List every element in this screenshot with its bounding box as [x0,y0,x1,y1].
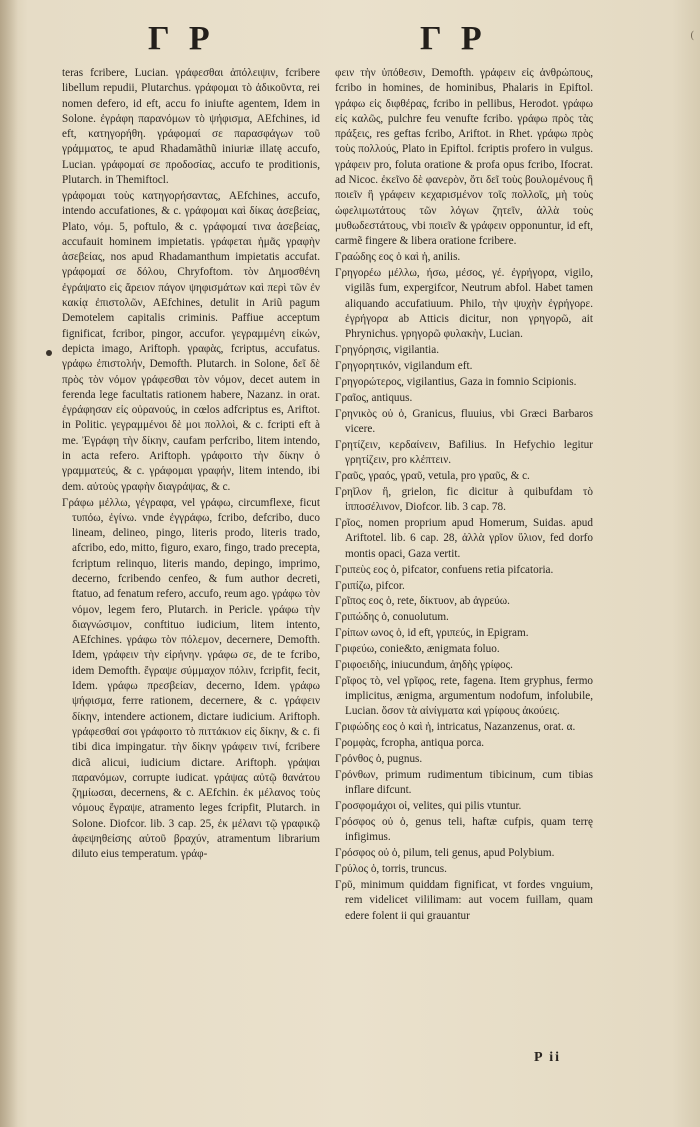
dictionary-entry: φειν τὴν ὑπόθεσιν, Demofth. γράφειν εἰς ἀνθρώπους, fcribo in homines, de hominibus, Phalaris in Epiftol. γράφω εἰς διφθέρας, fcribo in pellibus, Herodot. γράφω εἰς καλῶς, pulchre feu venufte fcribo. γράφω πρὸς τὰς πράξεις, res geftas fcribo, Ariftot. in Rhet. γράφω πρὸς τοὺς πολλούς, Plato in Epiftol. fcriptis profero in vulgus. γράφειν pro, foluta oratione & profa opus fcribo, Ifocrat. ad Nicoc. ἐκεῖνο δὲ φανερὸν, ὅτι δεῖ τοὺς βουλομένους ἢ ποιεῖν ἢ γράφειν κεχαρισμένον τοῖς πολλοῖς, μὴ τοὺς ὠφελιμωτάτους τῶν λόγων ζητεῖν, ἀλλὰ τοὺς μυθωδεστάτους, vbi ποιεῖν & γράφειν opponuntur, id eft, carmẽ fingere & libera oratione fcribere. [335,67,593,248]
dictionary-entry: teras fcribere, Lucian. γράφεσθαι ἀπόλειψιν, fcribere libellum repudii, Plutarchus. γράφομαι τὸ ἀδικοῦντα, rei nomen defero, id eft, accu fo iniufte agentem, Idem in Solone. ἐγράφη παρανόμων τὸ ψήφισμα, AEfchines, id eft, κατηγορήθη. γράφομαί σε παρασφάγων τοῦ γράμματος, te apud Rhadamãthũ iniuriæ illatę accufo, Lucian. γράφομαί σε προδοσίας, accufo te proditionis, Plutarch. in Themiftocl. [62,67,320,187]
dictionary-entry: Γρόσφος οὐ ὁ, genus teli, haftæ cufpis, quam terrę infigimus. [335,816,593,844]
dictionary-entry: Γρηγορώτερος, vigilantius, Gaza in fomnio Scipionis. [335,375,577,388]
dictionary-entry: Γρηγορητικόν, vigilandum eft. [335,360,473,373]
dictionary-entry: Γρηῖλον ἢ, grielon, fic dicitur à quibufdam τὸ ἱπποσέλινον, Diofcor. lib. 3 cap. 78. [335,485,593,514]
edge-mark: ( [690,30,694,41]
dictionary-entry: Γρηγόρησις, vigilantia. [335,344,439,357]
margin-bullet-icon [46,350,52,356]
dictionary-entry: Γριφεύω, conie&to, ænigmata foluo. [335,643,500,656]
left-column [62,66,320,863]
gutter-shadow [0,0,18,1127]
dictionary-entry: Γριπίζω, pifcor. [335,579,405,592]
running-head-right: Γ Ρ [420,20,488,57]
dictionary-entry: γράφομαι τοὺς κατηγορήσαντας, AEfchines, accufo, intendo accufationes, & c. γράφομαι καὶ δίκας ἀσεβείας, Plato, νόμ. 5, poftulo, & c. γράφομαί τινα ἀσεβείας, accufauit hominem impietatis. γράφεται ἡμᾶς γραφὴν ἀσεβείας, nos apud Rhadamanthum impietatis accufat. γράφομαί σε δόλου, Chryfoftom. τὸν Δημοσθένη ἐγράψατο εἰς ἄρειον πάγον ψηφισμάτων καὶ περὶ τῶν ἐν κακίᾳ ἐπιστολῶν, AEfchines, detulit in Ariũ pagum Demotelem capitalis criminis. Paffiue acceptum fignificat, fcribor, pingor, accufor. γεγραμμένη εἰκών, depicta imago, Ariftoph. γραφὰς, fcriptus, accufatus. γράφω ἐπιστολήν, Demofth. Plutarch. in Solone, δεῖ δὲ πρὸς τὸν νόμον γράφεσθαι τὸν νόμον, decet autem in ferenda lege facultatis rationem habere, Nazanz. in orat. ἐγράφησαν εἰς οὐρανούς, in cœlos adfcriptus es, Ariftot. in Politic. γεγραμμένοι δὲ μοι πολλοὶ, & c. fcripti eft à me. Ἐγράφη τὴν δίκην, caufam perfcribo, litem intendo, in acta refero. Ariftoph. γράφοιτο τὴν δίκην ὁ γραμματεύς, & c. γράφομαι γραφήν, litem intendo, ibi dem. αὐτοὺς γραφὴν διαγράψας, & c. [62,189,320,493]
dictionary-entry: Γρῦ, minimum quiddam fignificat, vt fordes vnguium, rem videlicet vililimam: aut vocem fuillam, quam edere folent ii qui grauantur [335,879,593,922]
dictionary-entry: Γράφω μέλλω, γέγραφα, vel γράφω, circumflexe, ficut τυπόω, ἐγίνω. vnde ἐγγράφω, fcribo, defcribo, duco lineam, delineo, pingo, literis prodo, literis trado, afcribo, edo, mitto, figuro, exaro, fingo, trado precepta, fcriptum relinquo, literis mando, depingo, imprimo, decerno, fcribendo cenfeo, & fum author decreti, ftatuo, ad fenatum refero, accufo, reum ago. γράφω τὸν νόμον, legem fero, Plutarch. in Pericle. γράφω τὴν διαγνώσιμον, conftituo iudicium, litem intento, AEfchines. γράφω τὸν πόλεμον, decernere, Demofth. Idem, γράφειν τὴν εἰρήνην. γράφω σε, de te fcribo, idem Demofth. ἔγραψε σύμμαχον πόλιν, fcripfit, fecit, Idem. γράφω πρεσβείαν, decerno, Idem. γράφω ψήφισμα, ferre rationem, decernere, & c. γράφειν δίκην, intendere actionem, dictare iudicium. Ariftoph. γράφεσθαί σοι γράφοιτο τὸ πιττάκιον εἰς δίκην, & c. fi tibi dica impingatur. τὴν δίκην γράφειν τινί, fcribere dicã alicui, iudicium dictare. Ariftoph. γράψαι παρανόμων, corrupte iudicat. γράψας αὐτῷ θανάτου ζημίωσαι, decernens, & c. AEfchin. ἐκ μέλανος τοὺς νόμους ἔγραψε, atramento leges fcripfit, Plutarch. in Solone. Diofcor. lib. 3 cap. 25, ἐκ μέλανι τῷ γραφικῷ ἀφεψηθείσης αὐτοῦ βραχύν, atramentum librarium diluto eius temperatum. γράφ- [62,496,320,861]
dictionary-entry: Γρομφὰς, fcropha, antiqua porca. [335,737,485,750]
page-signature: P ii [534,1050,562,1065]
dictionary-entry: Γρηγορέω μέλλω, ήσω, μέσος, γέ. ἐγρήγορα, vigilo, vigilãs fum, expergifcor, Neutrum abfol. Habet tamen aliquando accufatiuum. Philo, τὴν ψυχὴν ἐγρήγορε. ἐγρήγορα ab Atticis dicitur, non γρηγορῶ, ait Phrynichus. γρηγορῶ φυλακὴν, Lucian. [335,267,593,341]
dictionary-entry: Γρόνθων, primum rudimentum tibicinum, cum tibias inflare difcunt. [335,769,593,797]
right-column [335,66,593,925]
dictionary-entry: Γρύλος ὁ, torris, truncus. [335,863,447,876]
dictionary-entry: Γραώδης εος ὁ καὶ ἡ, anilis. [335,251,461,264]
dictionary-entry: Γριφοειδὴς, iniucundum, ἀηδὴς γρίφος. [335,658,513,671]
dictionary-entry: Γρῖφος τὸ, vel γρῖφος, rete, fagena. Item gryphus, fermo implicitus, ænigma, argumentum nodofum, infolubile, Lucian. ὅσον τὰ αἰνίγματα καὶ γρίφους ἀκούεις. [335,674,593,718]
dictionary-entry: Γροσφομάχοι οἱ, velites, qui pilis vtuntur. [335,800,522,813]
dictionary-entry: Γριφώδης εος ὁ καὶ ἡ, intricatus, Nazanzenus, orat. α. [335,721,576,734]
dictionary-entry: Γραῦς, γραός, γραῦ, vetula, pro γραῦς, & c. [335,470,530,483]
dictionary-entry: Γρηνικὸς οὐ ὁ, Granicus, fluuius, vbi Græci Barbaros vicere. [335,407,593,435]
dictionary-entry: Γρόσφος οὐ ὁ, pilum, teli genus, apud Polybium. [335,847,555,860]
running-head-left: Γ Ρ [148,20,216,57]
dictionary-entry: Γρόνθος ὁ, pugnus. [335,753,423,766]
dictionary-entry: Γριπεὺς εος ὁ, pifcator, confuens retia pifcatoria. [335,563,554,576]
dictionary-entry: Γραῖος, antiquus. [335,391,413,404]
dictionary-entry: Γρῖπος εος ὁ, rete, δίκτυον, ab ἀγρεύω. [335,595,510,608]
dictionary-entry: Γρητίζειν, κερδαίνειν, Bafilius. In Hefychio legitur γρητίζειν, pro κλέπτειν. [335,438,593,467]
dictionary-entry: Γρῖος, nomen proprium apud Homerum, Suidas. apud Ariftotel. lib. 6 cap. 28, ἀλλὰ γρῖον ὕλιον, fed dorfo montis opaci, Gaza vertit. [335,517,593,560]
dictionary-entry: Γρίπων ωνος ὁ, id eft, γριπεύς, in Epigram. [335,627,529,640]
dictionary-entry: Γριπώδης ὁ, conuolutum. [335,611,449,624]
